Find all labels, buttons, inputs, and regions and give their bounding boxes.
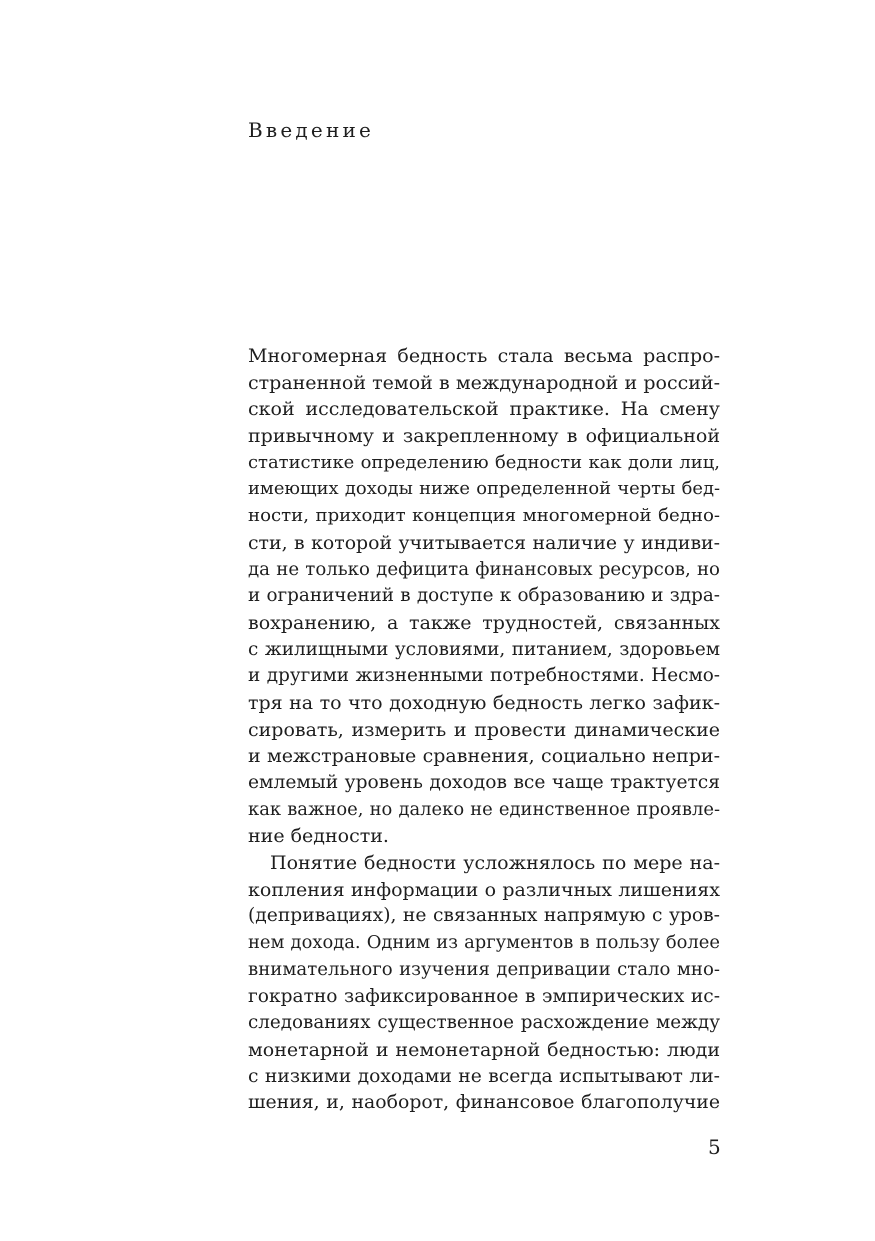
text-line: следованиях существенное расхождение между bbox=[248, 1012, 720, 1034]
text-line: и межстрановые сравнения, социально непри- bbox=[248, 745, 720, 768]
text-line: (депривациях), не связанных напрямую с уров- bbox=[248, 905, 720, 927]
page-number: 5 bbox=[708, 1135, 721, 1159]
text-line: гократно зафиксированное в эмпирических ис- bbox=[248, 985, 720, 1007]
text-line: ности, приходит концепция многомерной бедно- bbox=[248, 505, 720, 527]
text-line: и другими жизненными потребностями. Несмо- bbox=[248, 665, 720, 687]
text-line: статистике определению бедности как доли лиц, bbox=[248, 451, 720, 473]
text-line: Многомерная бедность стала весьма распро- bbox=[248, 345, 720, 367]
text-line: как важное, но далеко не единственное проявле- bbox=[248, 798, 720, 820]
text-line: шения, и, наоборот, финансовое благополучие bbox=[248, 1092, 720, 1114]
text-line: копления информации о различных лишениях bbox=[248, 878, 720, 901]
paragraph-2 bbox=[248, 850, 720, 1117]
text-line: ние бедности. bbox=[248, 825, 389, 848]
paragraph-1 bbox=[248, 343, 720, 850]
body-text bbox=[248, 343, 720, 1117]
chapter-title: Введение bbox=[248, 118, 375, 142]
text-line: внимательного изучения депривации стало мно- bbox=[248, 958, 720, 980]
text-line: Понятие бедности усложнялось по мере на- bbox=[270, 852, 720, 875]
text-line: сти, в которой учитывается наличие у индиви- bbox=[248, 531, 720, 554]
text-line: емлемый уровень доходов все чаще трактуется bbox=[248, 772, 720, 793]
text-line: с низкими доходами не всегда испытывают ли- bbox=[248, 1065, 720, 1087]
text-line: имеющих доходы ниже определенной черты бед- bbox=[248, 478, 720, 500]
text-line: с жилищными условиями, питанием, здоровьем bbox=[248, 638, 720, 660]
text-line: тря на то что доходную бедность легко зафик- bbox=[248, 691, 720, 714]
text-line: страненной темой в международной и россий- bbox=[248, 371, 720, 394]
text-line: ской исследовательской практике. На смену bbox=[248, 398, 720, 421]
text-line: да не только дефицита финансовых ресурсов, но bbox=[248, 558, 720, 580]
text-line: и ограничений в доступе к образованию и здра- bbox=[248, 585, 720, 607]
text-line: сировать, измерить и провести динамические bbox=[248, 718, 720, 741]
text-line: вохранению, а также трудностей, связанных bbox=[248, 611, 720, 634]
text-line: нем дохода. Одним из аргументов в пользу более bbox=[248, 932, 720, 954]
text-line: привычному и закрепленному в официальной bbox=[248, 425, 720, 448]
text-line: монетарной и немонетарной бедностью: люди bbox=[248, 1038, 720, 1061]
